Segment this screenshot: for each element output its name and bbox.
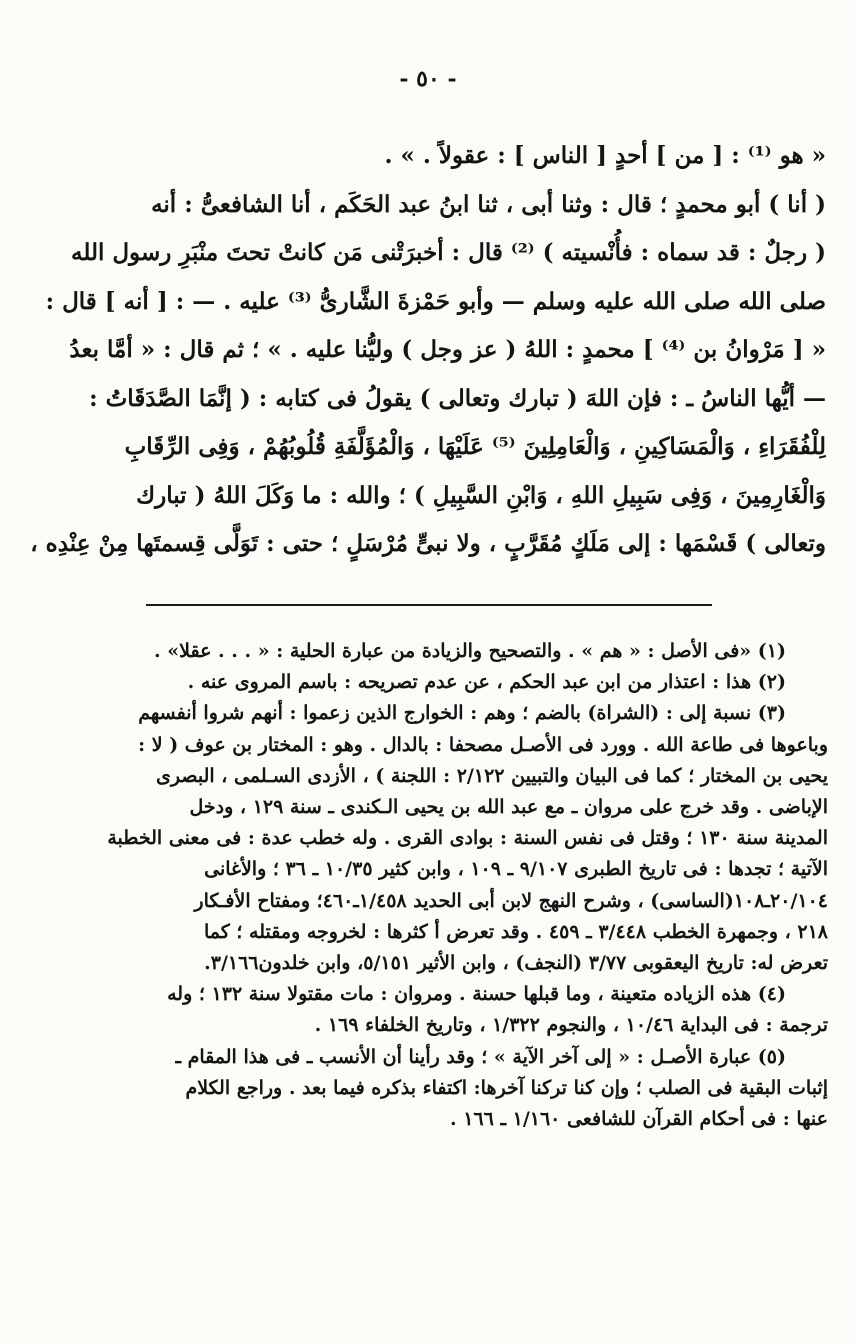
main-text-line: « [ مَرْوانُ بن ⁽⁴⁾ ] محمدٍ : اللهُ ( عز وجل ) وليُّنا عليه . » ؛ ثم قال : « أمَّا بعدُ [69, 336, 826, 363]
footnote-line: الآتية ؛ تجدها : فى تاريخ الطبرى ٩/١٠٧ ـ ١٠٩ ، وابن كثير ١٠/٣٥ ـ ٣٦ ؛ والأغانى [204, 858, 828, 881]
footnote-line: إثبات البقية فى الصلب ؛ وإن كنا تركنا آخرها: اكتفاء بذكره فيما بعد . وراجع الكلام [185, 1076, 828, 1099]
main-text-block [26, 132, 826, 569]
main-text-line: وتعالى ) قَسْمَها : إلى مَلَكٍ مُقَرَّبٍ ، ولا نبىٍّ مُرْسَلٍ ؛ حتى : تَوَلَّى قِسمتَها مِنْ عِنْدِه ، [30, 530, 826, 557]
page-number: - ٥٠ - [399, 66, 457, 92]
footnote-line: (٥) عبارة الأصـل : « إلى آخر الآية » ؛ وقد رأينا أن الأنسب ـ فى هذا المقام ـ [175, 1045, 786, 1068]
main-text-line: صلى الله صلى الله عليه وسلم — وأبو حَمْزةَ الشَّارىُّ ⁽³⁾ عليه . — : [ أنه ] قال : [45, 287, 826, 315]
footnote-line: يحيى بن المختار ؛ كما فى البيان والتبيين ٢/١٢٢ : اللجنة ) ، الأزدى السـلمى ، البصرى [156, 764, 828, 787]
footnotes-block [26, 636, 828, 1135]
footnote-line: (٢) هذا : اعتذار من ابن عبد الحكم ، عن عدم تصريحه : باسم المروى عنه . [187, 671, 786, 694]
footnote-line: ترجمة : فى البداية ١٠/٤٦ ، والنجوم ١/٣٢٢ ، وتاريخ الخلفاء ١٦٩ . [314, 1014, 828, 1037]
footnote-line: ٢١٨ ، وجمهرة الخطب ٣/٤٤٨ ـ ٤٥٩ . وقد تعرض أ كثرها : لخروجه ومقتله ؛ كما [203, 920, 828, 943]
main-text-line: « هو ⁽¹⁾ : [ من ] أحدٍ [ الناس ] : عقولاً . » . [384, 142, 826, 169]
main-text-line: — أيُّها الناسُ ـ : فإن اللهَ ( تبارك وتعالى ) يقولُ فى كتابه : ( إنَّمَا الصَّدَقَاتُ : [89, 384, 826, 412]
main-text-line: وَالْغَارِمِينَ ، وَفِى سَبِيلِ اللهِ ، وَابْنِ السَّبِيلِ ) ؛ والله : ما وَكَلَ اللهُ ( تبارك [136, 481, 826, 509]
footnote-divider [146, 604, 712, 606]
footnote-line: تعرض له: تاريخ اليعقوبى ٣/٧٧ (النجف) ، وابن الأثير ٥/١٥١، وابن خلدون٣/١٦٦. [204, 952, 828, 975]
footnote-line: (١) «فى الأصل : « هم » . والتصحيح والزيادة من عبارة الحلية : « . . . عقلا» . [154, 640, 786, 662]
footnote-line: المدينة سنة ١٣٠ ؛ وقتل فى نفس السنة : بوادى القرى . وله خطب عدة : فى معنى الخطبة [107, 827, 828, 850]
footnote-line: (٣) نسبة إلى : (الشراة) بالضم ؛ وهم : الخوارج الذين زعموا : أنهم شروا أنفسهم [138, 702, 786, 725]
footnote-line: الإباضى . وقد خرج على مروان ـ مع عبد الله بن يحيى الـكندى ـ سنة ١٢٩ ، ودخل [189, 796, 828, 819]
main-text-line: لِلْفُقَرَاءِ ، وَالْمَسَاكِينِ ، وَالْعَامِلِينَ ⁽⁵⁾ عَلَيْهَا ، وَالْمُؤَلَّفَةِ قُلُوبُهُمْ ، وَفِى الرِّقَابِ [124, 433, 826, 460]
footnote-line: وباعوها فى طاعة الله . وورد فى الأصـل مصحفا : بالدال . وهو : المختار بن عوف ( لا : [138, 733, 828, 756]
main-text-line: ( أنا ) أبو محمدٍ ؛ قال : وثنا أبى ، ثنا ابنُ عبد الحَكَم ، أنا الشافعىُّ : أنه [151, 190, 826, 218]
main-text-line: ( رجلٌ : قد سماه : فأُنْسيته ) ⁽²⁾ قال : أخبرَتْنى مَن كانتْ تحتَ منْبَرِ رسول الله [71, 239, 826, 266]
footnote-line: (٤) هذه الزياده متعينة ، وما قبلها حسنة . ومروان : مات مقتولا سنة ١٣٢ ؛ وله [167, 983, 786, 1006]
footnote-line: ٢٠/١٠٤ـ١٠٨(الساسى) ، وشرح النهج لابن أبى الحديد ١/٤٥٨ـ٤٦٠؛ ومفتاح الأفـكار [194, 889, 828, 912]
footnote-line: عنها : فى أحكام القرآن للشافعى ١/١٦٠ ـ ١٦٦ . [449, 1108, 828, 1131]
